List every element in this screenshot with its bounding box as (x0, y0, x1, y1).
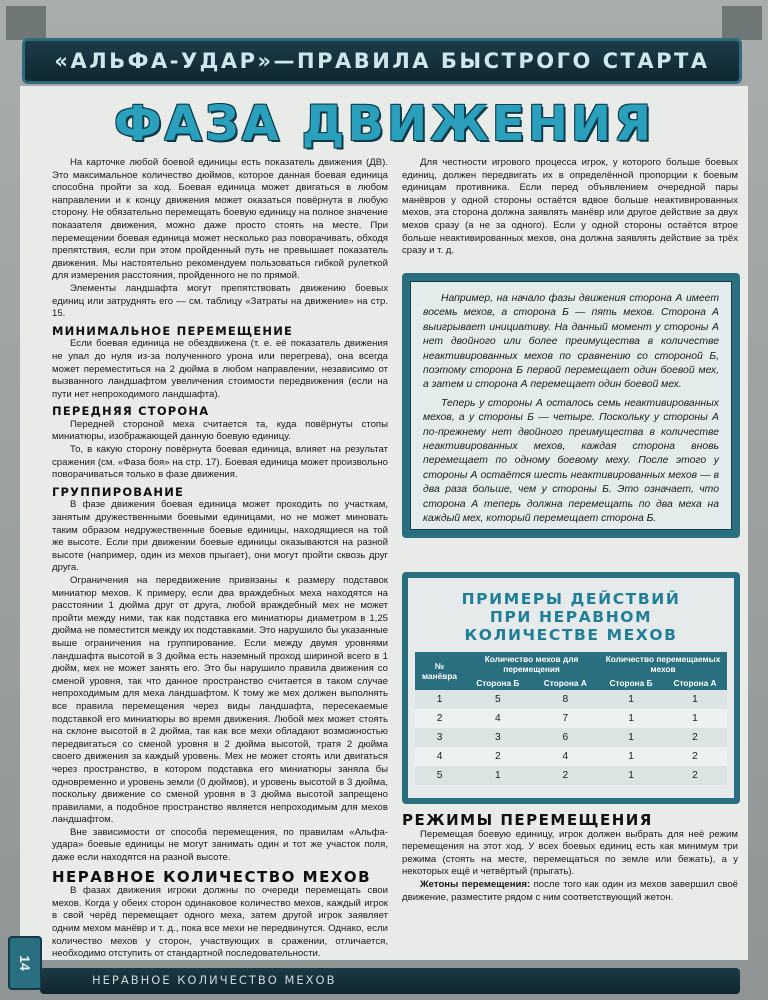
footer-section-title: НЕРАВНОЕ КОЛИЧЕСТВО МЕХОВ (92, 973, 337, 987)
right-intro: Для честности игрового процесса игрок, у которого больше боевых единиц, должен передвигать их в определённой пропорции к боевым единицам противника. Если перед объявлением очередной пары манёвров у одной стороны остаётся вдвое больше неактивированных мехов, эта сторона должна заявлять манёвр или другое действие за двух мехов сразу (а не за одного). Если у одной стороны остаётся втрое больше неактивированных мехов, она должна заявлять действие за трёх сразу и т. д. (402, 157, 738, 257)
group-header-moved: Количество перемещаемых мехов (599, 652, 727, 676)
min-move-text: Если боевая единица не обездвижена (т. е. её показатель движения не упал до нуля из-за полученного урона или перегрева), она всегда может переместиться на 2 дюйма в любом направлении, независимо от вызванного ландшафтом увеличения стоимости передвижения (если на пути нет непроходимого ландшафта). (52, 338, 388, 400)
col-side-a-header: Сторона А (532, 676, 600, 690)
grouping-text-3: Вне зависимости от способа перемещения, по правилам «Альфа-удара» боевые единицы не могут занимать один и тот же участок поля, даже если находятся на разной высоте. (52, 826, 388, 864)
table-cell: 5 (464, 690, 531, 709)
example-box (402, 273, 740, 538)
table-cell: 3 (415, 728, 464, 747)
table-cell: 1 (599, 709, 663, 728)
table-title-line: ПРИМЕРЫ ДЕЙСТВИЙ (461, 590, 681, 608)
table-row (415, 709, 727, 728)
example-content (410, 281, 732, 530)
table-cell: 1 (599, 728, 663, 747)
examples-table (415, 652, 727, 785)
table-cell: 1 (599, 747, 663, 766)
table-title-line: ПРИ НЕРАВНОМ (489, 608, 653, 626)
right-column (402, 157, 738, 258)
intro-paragraph-1: На карточке любой боевой единицы есть показатель движения (ДВ). Это максимальное количество дюймов, которое данная боевая единица способна пройти за ход. Боевая единица может двигаться в любом направлении и к концу движения может оказаться повёрнута в любую сторону. Не обязательно перемещать боевую единицу на полное значение показателя движения, можно даже просто стоять на месте. При перемещении боевая единица может несколько раз поворачивать, обходя препятствия, если при этом пройденный путь не превышает показатель движения. Мы настоятельно рекомендуем пользоваться гибкой рулеткой для измерения расстояния, пройденного не по прямой. (52, 157, 388, 282)
col-maneuver-header: № манёвра (415, 652, 464, 690)
example-paragraph-2: Теперь у стороны А осталось семь неактивированных мехов, а у стороны Б — четыре. Поскольку у стороны А по-прежнему нет двойного преимущества в количестве неактивированных мехов, каждая сторона вновь перемещает по одному боевому меху. После этого у стороны А остаётся шесть неактивированных мехов — в два раза больше, чем у стороны Б. Это означает, что сторона А теперь должна перемещать по два меха на каждый мех, который перемещает сторона Б. (423, 397, 719, 525)
col-side-b-header: Сторона Б (464, 676, 531, 690)
table-cell: 2 (663, 728, 727, 747)
header-bar (22, 38, 742, 84)
table-cell: 1 (663, 709, 727, 728)
table-title-line: КОЛИЧЕСТВЕ МЕХОВ (464, 626, 678, 644)
table-cell: 6 (532, 728, 600, 747)
modes-heading: РЕЖИМЫ ПЕРЕМЕЩЕНИЯ (402, 811, 653, 829)
page-title: ФАЗА ДВИЖЕНИЯ (113, 96, 655, 152)
table-cell: 2 (532, 766, 600, 785)
table-row (415, 690, 727, 709)
tokens-text: после того как один из мехов завершил своё движение, разместите рядом с ним соответствующий жетон. (402, 878, 739, 903)
table-cell: 4 (532, 747, 600, 766)
group-header-to-move: Количество мехов для перемещения (464, 652, 599, 676)
table-cell: 1 (663, 690, 727, 709)
tokens-label: Жетоны перемещения: (420, 878, 531, 890)
table-cell: 8 (532, 690, 600, 709)
table-cell: 1 (599, 766, 663, 785)
table-cell: 7 (532, 709, 600, 728)
examples-table-panel (408, 578, 734, 798)
col-side-a-header: Сторона А (663, 676, 727, 690)
unequal-heading: НЕРАВНОЕ КОЛИЧЕСТВО МЕХОВ (52, 867, 372, 886)
front-text-2: То, в какую сторону повёрнута боевая единица, влияет на результат сражения (см. «Фаза боя» на стр. 17). Боевая единица может произвольно поворачиваться только в фазе движения. (52, 444, 388, 481)
page-number-tab (8, 936, 42, 990)
table-cell: 5 (415, 766, 464, 785)
front-heading: ПЕРЕДНЯЯ СТОРОНА (52, 404, 210, 419)
min-move-heading: МИНИМАЛЬНОЕ ПЕРЕМЕЩЕНИЕ (52, 323, 294, 338)
tokens-paragraph (402, 879, 738, 904)
table-title (408, 590, 734, 644)
modes-section (402, 808, 738, 904)
col-side-b-header: Сторона Б (599, 676, 663, 690)
table-row (415, 747, 727, 766)
front-text-1: Передней стороной меха считается та, куда повёрнуты стопы миниатюры, изображающей данную боевую единицу. (52, 418, 388, 443)
table-row (415, 766, 727, 785)
grouping-text-2: Ограничения на передвижение привязаны к размеру подставок миниатюр мехов. К примеру, если два враждебных меха находятся на расстоянии 1 дюйма друг от друга, любой враждебный мех не может пройти между ними, так как подставка его миниатюры диаметром в 1,25 дюйма не поместится между их подставками. Это нарушило бы указанные выше ограничения на группирование. Если между двумя уровнями ландшафта высотой в 3 дюйма есть наземный проход шириной всего в 1 дюйм, мех не может занять его. Это бы нарушило правила движения со сменой уровня, так что данное пространство считается в таком случае непроходимым для меха ландшафтом. К тому же мех должен выполнять все правила перемещения через виды ландшафта, пересекаемые подставкой его миниатюры во время движения. Любой мех может стоять на склоне высотой в 2 дюйма, так как все мехи обладают возможностью передвигаться со сменой уровня в 2 дюйма высотой, тратя 2 дюйма своего движения за каждый уровень. Мех не может стоять или двигаться через пространство, в котором подставка его миниатюры заняла бы одновременно и уровень земли (0 дюймов), и уровень высотой в 3 дюйма, поскольку движение со сменой уровня в 3 дюйма высотой запрещено правилами, а подобное пространство является непроходимым для мехов ландшафтом. (52, 575, 388, 826)
left-column (52, 157, 388, 961)
table-cell: 2 (663, 747, 727, 766)
page-number: 14 (16, 955, 33, 971)
intro-paragraph-2: Элементы ландшафта могут препятствовать движению боевых единиц или затруднять его — см. таблицу «Затраты на движение» на стр. 15. (52, 282, 388, 320)
modes-text: Перемещая боевую единицу, игрок должен выбрать для неё режим перемещения на этот ход. У всех боевых единиц есть как минимум три режима (стоять на месте, перемещаться по земле или бежать), а у некоторых ещё и четвёртый (прыгать). (402, 828, 738, 878)
table-cell: 1 (415, 690, 464, 709)
example-paragraph-1: Например, на начало фазы движения сторона А имеет восемь мехов, а сторона Б — пять мехов. Сторона А выигрывает инициативу. На данный момент у стороны А нет двойного или более преимущества в количестве неактивированных мехов по сравнению со стороной Б, поэтому сторона Б первой перемещает один боевой мех, а затем и сторона А перемещает один боевой мех. (423, 293, 719, 391)
table-row (415, 728, 727, 747)
grouping-heading: ГРУППИРОВАНИЕ (52, 484, 185, 499)
table-cell: 2 (663, 766, 727, 785)
table-cell: 2 (415, 709, 464, 728)
table-cell: 1 (464, 766, 531, 785)
table-cell: 3 (464, 728, 531, 747)
examples-table-box (402, 572, 740, 804)
frame-corner-left (6, 6, 46, 40)
frame-corner-right (722, 6, 762, 40)
table-cell: 2 (464, 747, 531, 766)
table-cell: 4 (464, 709, 531, 728)
unequal-text: В фазах движения игроки должны по очереди перемещать свои мехов. Когда у обеих сторон одинаковое количество мехов, каждый игрок в свой черёд перемещает одного меха, затем другой игрок заявляет одним мехом манёвр и т. д., пока все мехи не передвинутся. Однако, если количество мехов у сторон, участвующих в сражении, отличается, необходимо отступить от стандартной последовательности. (52, 885, 388, 960)
table-cell: 4 (415, 747, 464, 766)
table-cell: 1 (599, 690, 663, 709)
grouping-text-1: В фазе движения боевая единица может проходить по участкам, занятым дружественными боевыми единицами, но не может миновать таким образом недружественные боевые единицы, находящиеся на той же высоте. Если при движении боевые единицы оказываются на разной высоте (например, один из мехов прыгает), они могут пройти сквозь друг друга. (52, 499, 388, 574)
header-title: «АЛЬФА-УДАР»—ПРАВИЛА БЫСТРОГО СТАРТА (54, 49, 710, 73)
